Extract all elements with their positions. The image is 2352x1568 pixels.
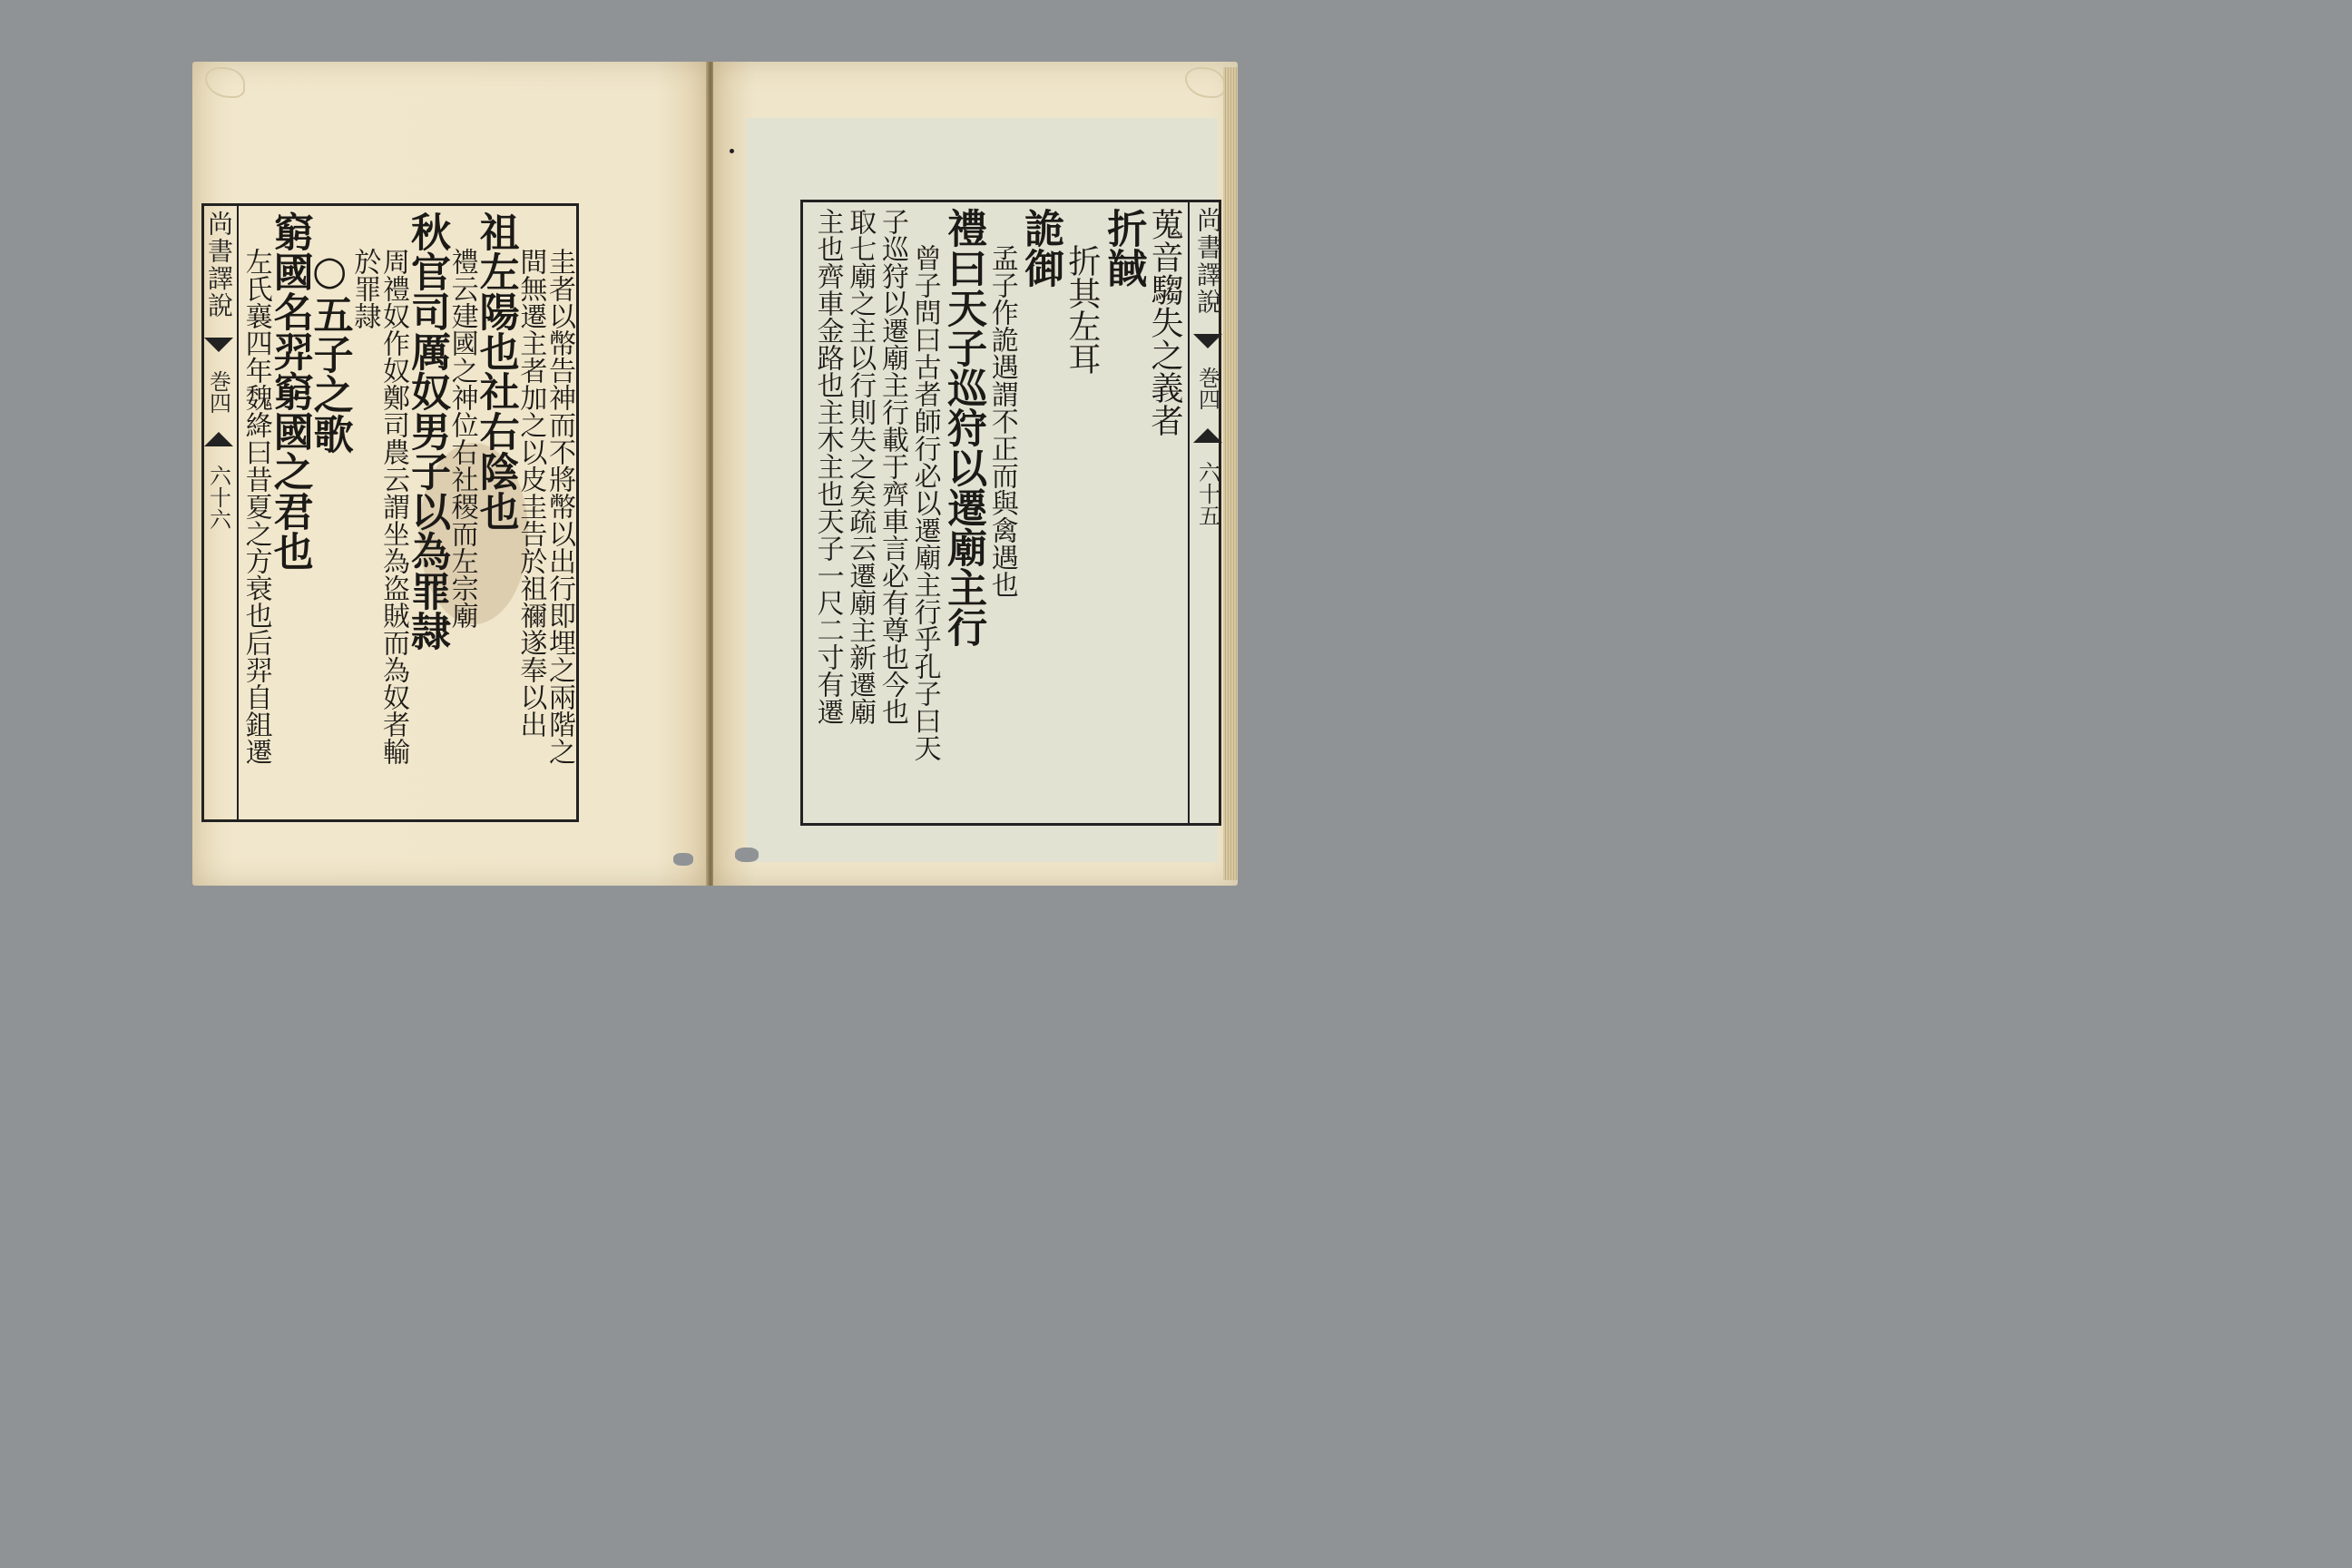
text-column: 主也齊車金路也主木主也天子一尺二寸有遷	[811, 208, 844, 725]
text-column: 折馘	[1100, 208, 1147, 288]
banner-divider	[237, 206, 239, 819]
section-heading: ○五子之歌	[306, 248, 353, 454]
text-column: 圭者以幣告神而不將幣以出行即埋之兩階之	[544, 248, 575, 765]
right-text-columns	[808, 202, 1181, 823]
left-text-columns	[240, 206, 573, 819]
fish-tail-mark	[204, 432, 233, 446]
left-banner	[201, 203, 236, 822]
text-column: 曾子問曰古者師行必以遷廟主行乎孔子曰天	[908, 244, 941, 761]
left-page	[192, 62, 708, 886]
open-book	[192, 62, 1238, 887]
banner-title: 尚書譯說	[204, 211, 234, 319]
fish-tail-mark	[204, 338, 233, 352]
binding-thread	[1185, 67, 1225, 98]
worm-damage	[673, 853, 693, 866]
worm-damage	[735, 848, 759, 862]
right-print-frame	[800, 200, 1221, 826]
text-column: 祖左陽也社右陰也	[472, 211, 519, 531]
text-column: 於罪隷	[348, 248, 381, 329]
ink-dot	[730, 149, 734, 153]
fish-tail-mark	[1193, 428, 1222, 443]
banner-title: 尚書譯說	[1193, 207, 1223, 316]
text-column: 間無遷主者加之以皮圭告於祖禰遂奉以出	[514, 248, 547, 738]
text-column: 詭御	[1017, 208, 1064, 288]
text-column: 左氏襄四年魏絳曰昔夏之方衰也后羿自鉏遷	[240, 248, 272, 765]
right-banner	[1191, 200, 1225, 826]
text-column: 蒐音騶失之義者	[1146, 208, 1183, 436]
right-page	[713, 62, 1238, 886]
text-column: 禮曰天子巡狩以遷廟主行	[940, 208, 987, 647]
text-column: 禮云建國之神位右社稷而左宗廟	[446, 248, 478, 629]
text-column: 取七廟之主以行則失之矣疏云遷廟主新遷廟	[844, 208, 877, 725]
page-edges	[1223, 67, 1238, 880]
banner-folio: 六十六	[205, 465, 231, 530]
text-column: 孟子作詭遇謂不正而與禽遇也	[985, 244, 1018, 598]
left-print-frame	[201, 203, 579, 822]
binding-thread	[205, 67, 245, 98]
text-column: 秋官司厲奴男子以為罪隷	[403, 211, 450, 651]
text-column: 窮國名羿窮國之君也	[266, 211, 313, 571]
fish-tail-mark	[1193, 334, 1222, 348]
banner-folio: 六十五	[1194, 461, 1220, 526]
text-column: 折其左耳	[1063, 244, 1101, 375]
text-column: 周禮奴作奴鄭司農云謂坐為盗賊而為奴者輸	[377, 248, 409, 765]
text-column: 子巡狩以遷廟主行載于齊車言必有尊也今也	[876, 208, 908, 725]
banner-volume: 巻四	[1194, 367, 1220, 410]
banner-volume: 巻四	[205, 370, 231, 414]
